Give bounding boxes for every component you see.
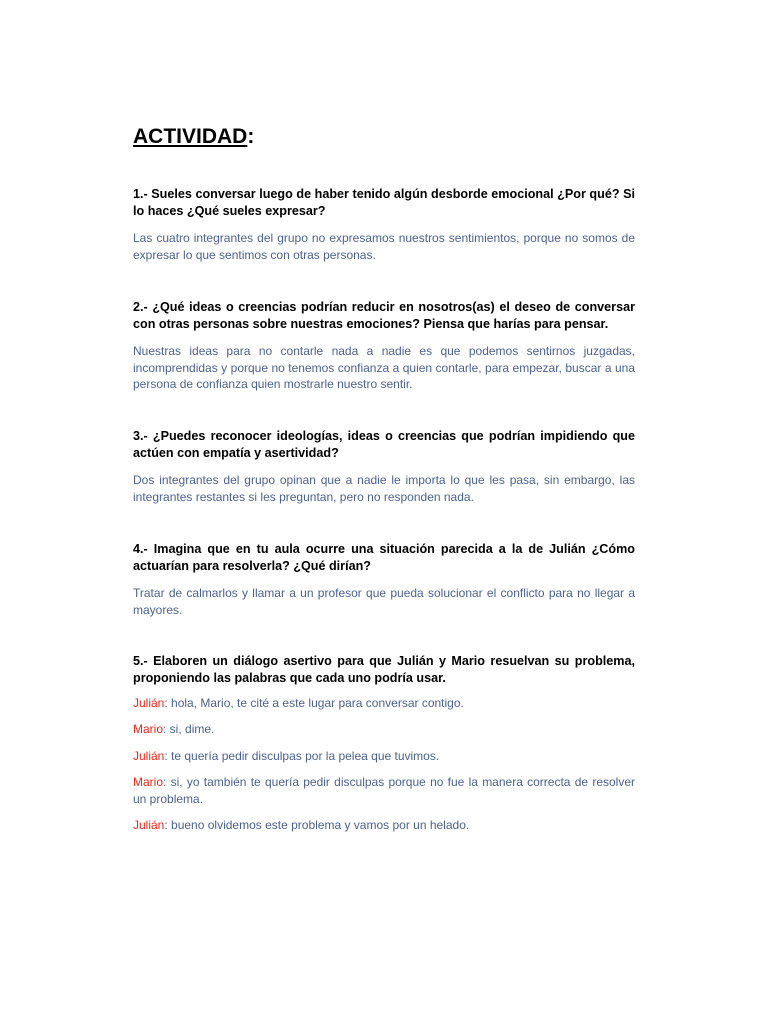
question-block-1	[133, 186, 635, 263]
dialogue-utterance: : si, dime.	[163, 722, 215, 736]
dialogue-line-3	[133, 748, 635, 765]
question-2: 2.- ¿Qué ideas o creencias podrían reducir en nosotros(as) el deseo de conversar con otras personas sobre nuestras emociones? Piensa que harías para pensar.	[133, 300, 635, 331]
dialogue-text	[133, 695, 635, 712]
speaker-name: Mario	[133, 775, 164, 789]
answer-2: Nuestras ideas para no contarle nada a nadie es que podemos sentirnos juzgadas, incomprendidas y porque no tenemos confianza a quien contarle, para empezar, buscar a una persona de confianza quien mostrarle nuestro sentir.	[133, 344, 635, 391]
dialogue-line-4	[133, 774, 635, 807]
document-title	[133, 124, 254, 150]
question-3: 3.- ¿Puedes reconocer ideologías, ideas o creencias que podrían impidiendo que actúen con empatía y asertividad?	[133, 429, 635, 460]
speaker-name: Julián	[133, 818, 165, 832]
question-4: 4.- Imagina que en tu aula ocurre una situación parecida a la de Julián ¿Cómo actuarían para resolverla? ¿Qué dirían?	[133, 542, 635, 573]
dialogue-utterance: : hola, Mario, te cité a este lugar para conversar contigo.	[164, 696, 464, 710]
dialogue-utterance: : si, yo también te quería pedir disculpas porque no fue la manera correcta de resolver un problema.	[133, 775, 635, 806]
speaker-name: Julián	[133, 749, 165, 763]
dialogue-line-1	[133, 695, 635, 712]
dialogue-text	[133, 774, 635, 807]
dialogue-line-2	[133, 721, 635, 738]
question-1: 1.- Sueles conversar luego de haber tenido algún desborde emocional ¿Por qué? Si lo haces ¿Qué sueles expresar?	[133, 187, 635, 218]
question-block-4	[133, 541, 635, 618]
answer-4: Tratar de calmarlos y llamar a un profesor que pueda solucionar el conflicto para no llegar a mayores.	[133, 586, 635, 617]
dialogue-line-5	[133, 817, 635, 834]
question-5: 5.- Elaboren un diálogo asertivo para que Julián y Mario resuelvan su problema, proponiendo las palabras que cada uno podría usar.	[133, 654, 635, 685]
speaker-name: Julián	[133, 696, 165, 710]
dialogue-text	[133, 748, 635, 765]
dialogue-text	[133, 721, 635, 738]
speaker-name: Mario	[133, 722, 164, 736]
answer-1: Las cuatro integrantes del grupo no expresamos nuestros sentimientos, porque no somos de expresar lo que sentimos con otras personas.	[133, 231, 635, 262]
title-text: ACTIVIDAD	[133, 125, 248, 148]
title-colon: :	[247, 125, 255, 148]
question-block-2	[133, 299, 635, 393]
answer-3: Dos integrantes del grupo opinan que a nadie le importa lo que les pasa, sin embargo, las integrantes restantes si les preguntan, pero no responden nada.	[133, 473, 635, 504]
question-block-5	[133, 653, 635, 687]
dialogue-utterance: : te quería pedir disculpas por la pelea que tuvimos.	[164, 749, 440, 763]
dialogue-text	[133, 817, 635, 834]
question-block-3	[133, 428, 635, 505]
dialogue-utterance: : bueno olvidemos este problema y vamos por un helado.	[164, 818, 470, 832]
